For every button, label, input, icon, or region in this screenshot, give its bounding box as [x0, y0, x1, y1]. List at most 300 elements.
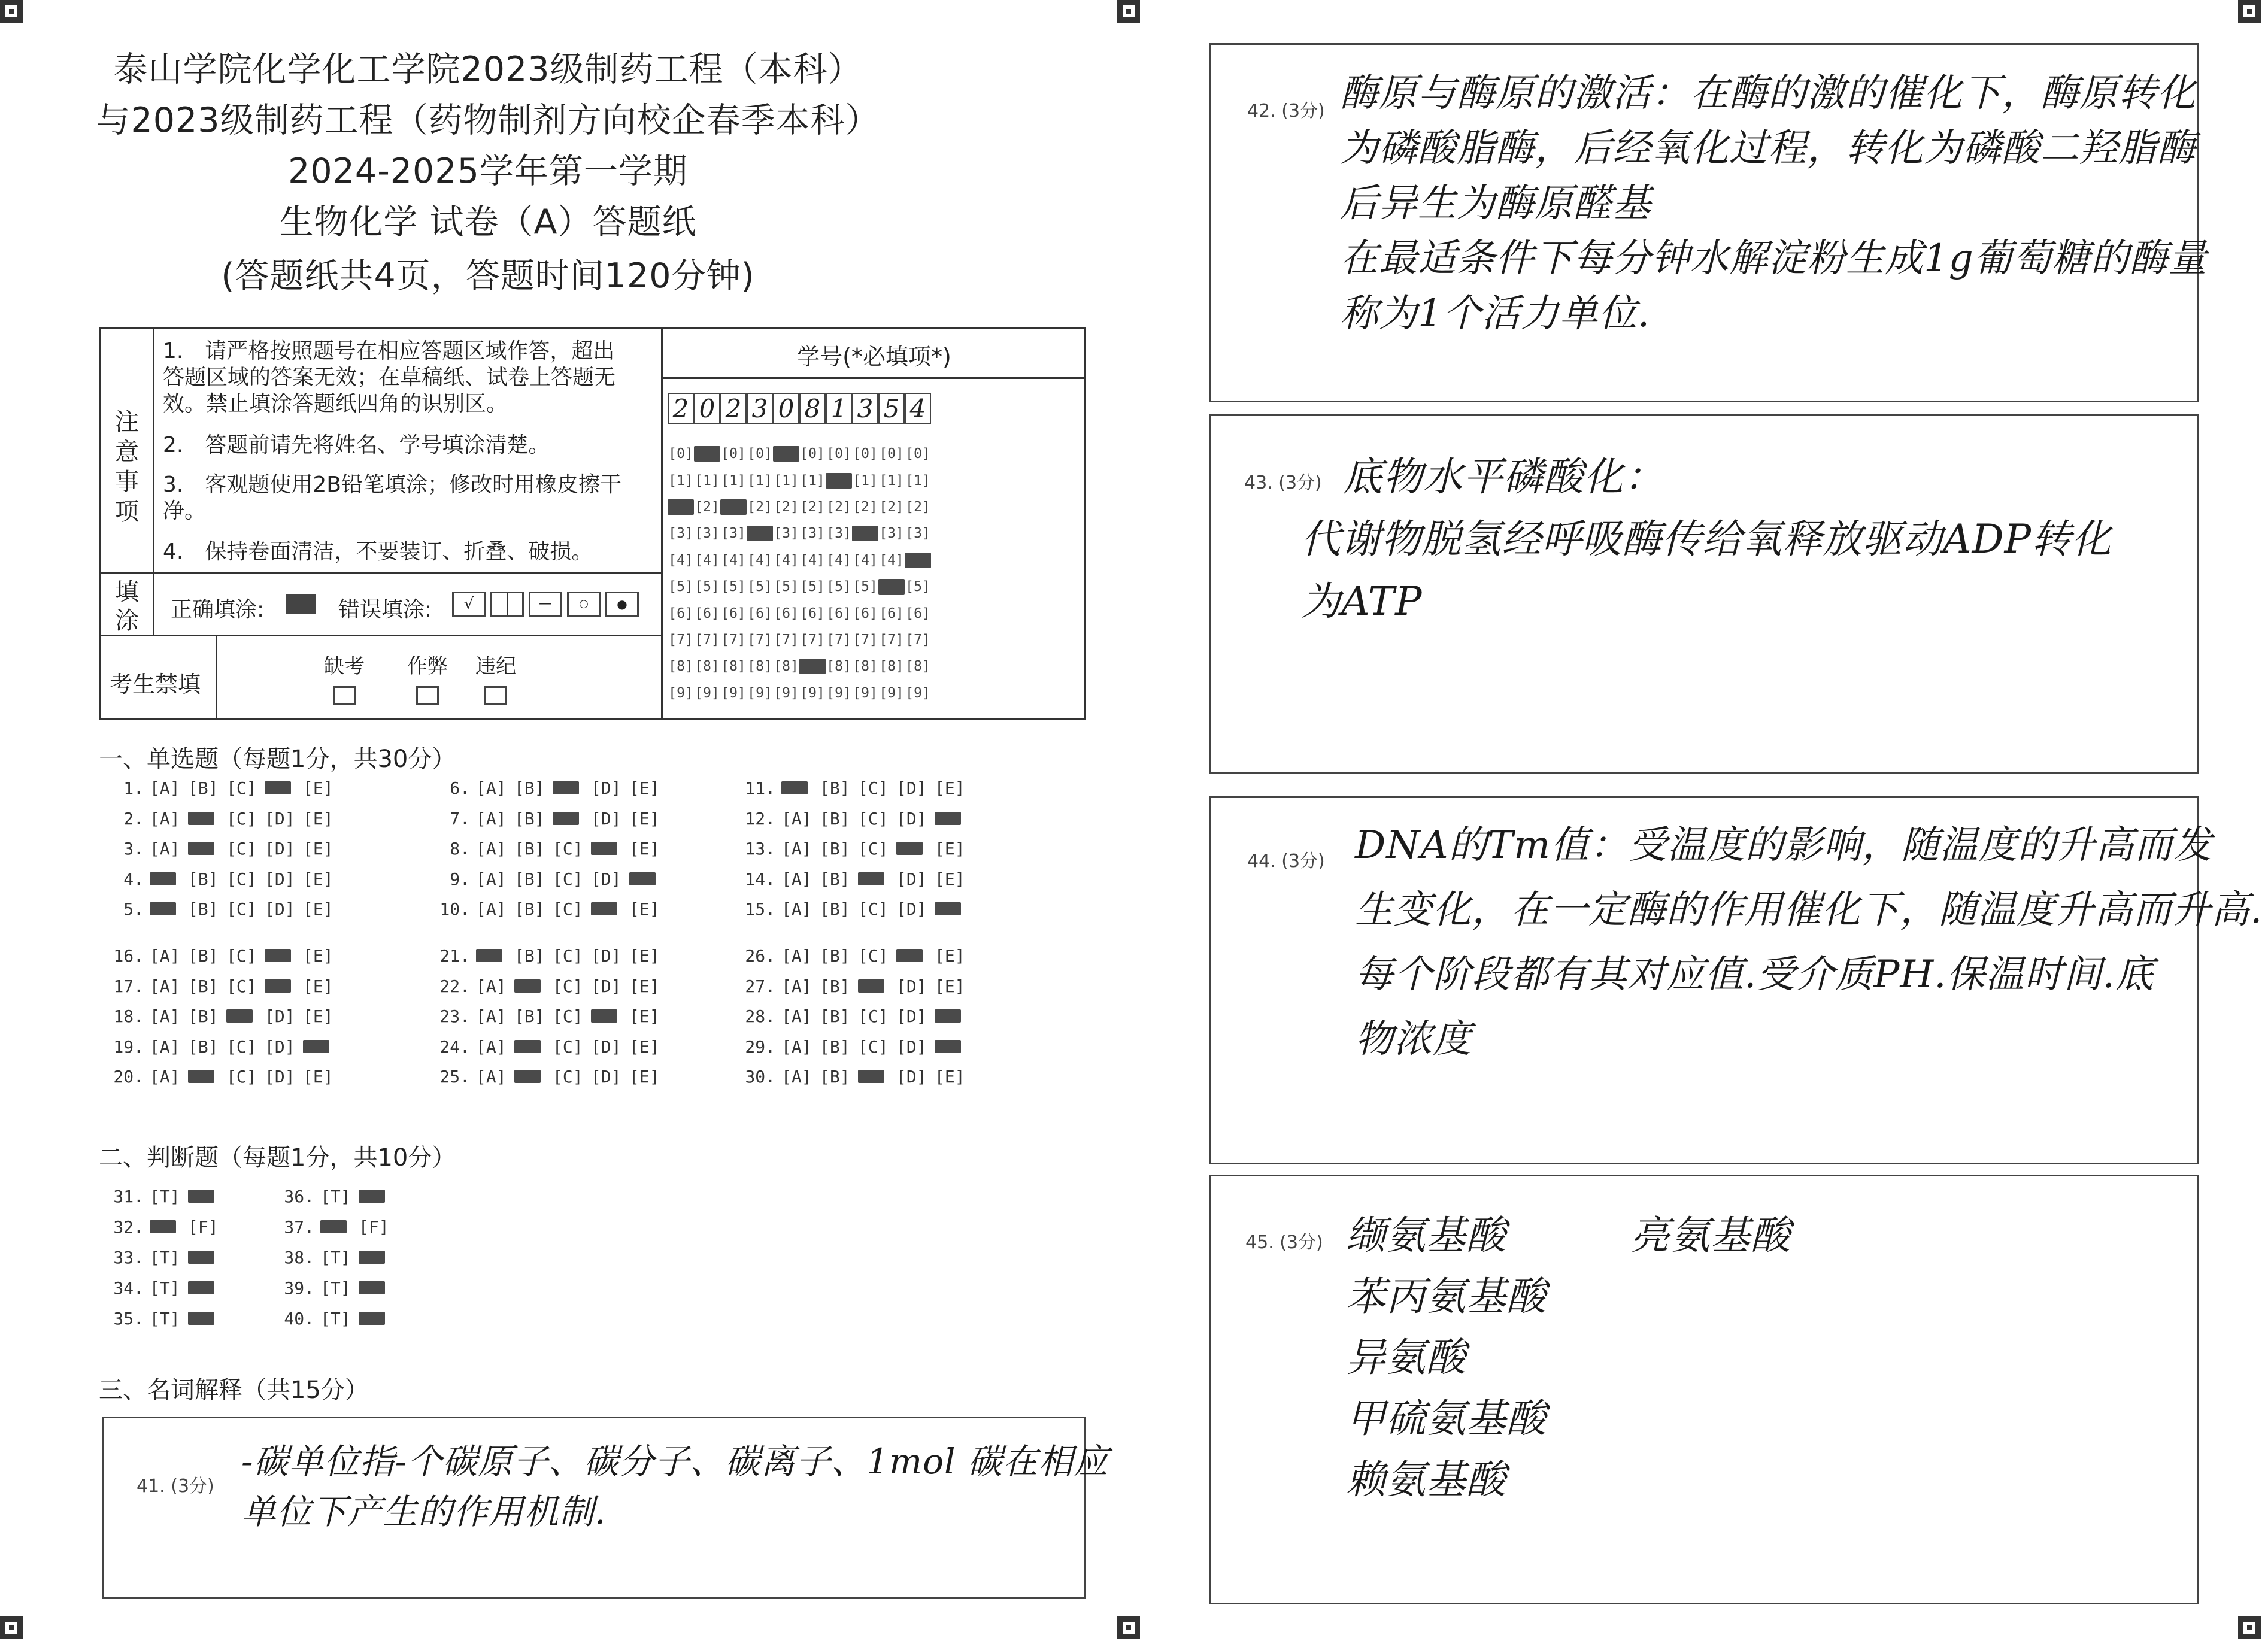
single-choice-grid[interactable]	[108, 778, 1042, 1114]
student-id-bubble[interactable]: [1]	[668, 472, 693, 489]
choice-option[interactable]: [E]	[629, 899, 660, 919]
choice-question[interactable]	[108, 946, 341, 966]
choice-question[interactable]	[739, 869, 973, 890]
judge-question[interactable]	[278, 1248, 397, 1268]
student-id-bubble[interactable]	[852, 526, 878, 541]
choice-option[interactable]: [E]	[303, 899, 333, 919]
choice-option[interactable]	[150, 869, 188, 890]
student-id-bubble[interactable]: [7]	[800, 632, 825, 648]
student-id-bubble[interactable]: [4]	[695, 552, 720, 568]
choice-question[interactable]	[739, 1037, 973, 1057]
student-id-bubble[interactable]: [2]	[879, 499, 904, 515]
choice-option[interactable]: [E]	[629, 1006, 660, 1026]
student-id-bubble[interactable]: [9]	[905, 685, 930, 701]
student-id-bubble[interactable]: [8]	[668, 659, 693, 675]
choice-option[interactable]	[935, 1006, 973, 1027]
choice-option[interactable]: [A]	[781, 946, 812, 966]
student-id-bubble[interactable]: [0]	[879, 446, 904, 462]
student-id-bubble[interactable]: [3]	[826, 526, 851, 542]
judge-question[interactable]	[108, 1309, 226, 1329]
judge-option[interactable]	[150, 1217, 188, 1238]
choice-option[interactable]: [E]	[303, 1006, 333, 1026]
student-id-bubble[interactable]: [8]	[695, 659, 720, 675]
answer-box-44[interactable]	[1209, 796, 2263, 1164]
choice-option[interactable]	[514, 1037, 553, 1057]
choice-question[interactable]	[108, 1067, 341, 1087]
choice-option[interactable]: [E]	[935, 946, 965, 966]
choice-option[interactable]	[226, 1006, 265, 1027]
choice-question[interactable]	[108, 839, 341, 859]
student-id-bubble[interactable]: [1]	[853, 472, 878, 489]
student-id-bubble[interactable]: [0]	[853, 446, 878, 462]
choice-option[interactable]: [C]	[858, 839, 889, 859]
choice-option[interactable]: [A]	[150, 1006, 180, 1026]
choice-option[interactable]	[514, 976, 553, 997]
choice-option[interactable]: [A]	[476, 1006, 507, 1026]
choice-option[interactable]: [B]	[188, 1037, 219, 1057]
choice-option[interactable]: [B]	[514, 946, 545, 966]
judge-option[interactable]	[188, 1309, 226, 1329]
choice-option[interactable]	[781, 778, 820, 799]
student-id-bubble[interactable]: [0]	[800, 446, 825, 462]
student-id-bubble[interactable]: [2]	[747, 499, 772, 515]
choice-question[interactable]	[434, 976, 668, 997]
choice-option[interactable]: [C]	[226, 869, 257, 889]
student-id-bubble[interactable]: [0]	[826, 446, 851, 462]
student-id-bubble[interactable]: [3]	[800, 526, 825, 542]
student-id-bubble[interactable]: [2]	[774, 499, 799, 515]
student-id-bubble[interactable]: [2]	[853, 499, 878, 515]
choice-option[interactable]: [D]	[896, 869, 927, 889]
choice-option[interactable]: [E]	[935, 976, 965, 996]
student-id-bubble[interactable]: [0]	[905, 446, 930, 462]
choice-option[interactable]: [B]	[820, 976, 850, 996]
student-id-bubble[interactable]: [1]	[800, 472, 825, 489]
choice-option[interactable]: [E]	[935, 778, 965, 798]
exam-status-cheating[interactable]: 作弊	[404, 650, 451, 711]
student-id-bubble[interactable]: [4]	[774, 552, 799, 568]
choice-option[interactable]: [A]	[150, 946, 180, 966]
choice-question[interactable]	[739, 778, 973, 799]
judge-option[interactable]	[320, 1217, 359, 1238]
choice-option[interactable]: [C]	[226, 976, 257, 996]
choice-question[interactable]	[108, 778, 341, 799]
choice-option[interactable]	[553, 809, 591, 829]
choice-option[interactable]: [B]	[188, 946, 219, 966]
student-id-bubble[interactable]: [7]	[774, 632, 799, 648]
choice-question[interactable]	[108, 1037, 341, 1057]
student-id-bubble[interactable]: [8]	[879, 659, 904, 675]
choice-question[interactable]	[739, 946, 973, 966]
student-id-bubble[interactable]: [6]	[853, 605, 878, 621]
choice-option[interactable]	[591, 1006, 629, 1027]
choice-option[interactable]: [D]	[265, 1037, 295, 1057]
student-id-bubble[interactable]: [3]	[721, 526, 746, 542]
choice-option[interactable]: [B]	[188, 778, 219, 798]
student-id-bubble[interactable]: [9]	[774, 685, 799, 701]
true-false-grid[interactable]	[108, 1187, 467, 1342]
choice-option[interactable]	[265, 976, 303, 997]
student-id-bubble[interactable]: [5]	[800, 579, 825, 595]
choice-option[interactable]: [E]	[629, 809, 660, 829]
student-id-bubble[interactable]: [7]	[905, 632, 930, 648]
choice-option[interactable]: [A]	[150, 1067, 180, 1087]
student-id-bubble[interactable]: [8]	[721, 659, 746, 675]
judge-option[interactable]: [T]	[150, 1248, 180, 1267]
choice-option[interactable]: [E]	[629, 946, 660, 966]
choice-option[interactable]	[591, 899, 629, 920]
student-id-bubble[interactable]: [3]	[879, 526, 904, 542]
student-id-bubble[interactable]: [7]	[826, 632, 851, 648]
choice-option[interactable]: [C]	[553, 976, 583, 996]
judge-question[interactable]	[278, 1278, 397, 1299]
choice-option[interactable]: [C]	[858, 778, 889, 798]
student-id-bubble[interactable]: [6]	[905, 605, 930, 621]
judge-option[interactable]: [F]	[359, 1217, 389, 1237]
choice-option[interactable]: [E]	[303, 778, 333, 798]
choice-option[interactable]: [B]	[514, 899, 545, 919]
choice-option[interactable]	[935, 899, 973, 920]
choice-option[interactable]: [C]	[858, 1006, 889, 1026]
student-id-bubble[interactable]: [5]	[853, 579, 878, 595]
student-id-bubble[interactable]: [6]	[879, 605, 904, 621]
choice-question[interactable]	[108, 809, 341, 829]
student-id-bubble[interactable]: [8]	[826, 659, 851, 675]
student-id-bubble[interactable]	[878, 579, 905, 595]
choice-option[interactable]: [A]	[476, 1037, 507, 1057]
choice-question[interactable]	[434, 778, 668, 799]
choice-option[interactable]: [B]	[188, 976, 219, 996]
student-id-bubble[interactable]: [6]	[668, 605, 693, 621]
choice-option[interactable]: [A]	[476, 869, 507, 889]
choice-option[interactable]	[265, 778, 303, 799]
choice-question[interactable]	[434, 1037, 668, 1057]
choice-question[interactable]	[434, 839, 668, 859]
student-id-bubble[interactable]	[720, 499, 747, 515]
student-id-bubble[interactable]: [2]	[800, 499, 825, 515]
choice-option[interactable]: [E]	[303, 809, 333, 829]
choice-option[interactable]: [C]	[553, 1006, 583, 1026]
choice-option[interactable]: [B]	[188, 899, 219, 919]
choice-option[interactable]: [C]	[553, 946, 583, 966]
student-id-bubble[interactable]: [5]	[905, 579, 930, 595]
choice-question[interactable]	[434, 1006, 668, 1027]
choice-option[interactable]: [D]	[265, 1067, 295, 1087]
student-id-bubble[interactable]: [3]	[774, 526, 799, 542]
judge-question[interactable]	[108, 1187, 226, 1207]
choice-question[interactable]	[108, 976, 341, 997]
choice-question[interactable]	[739, 1006, 973, 1027]
choice-option[interactable]: [D]	[591, 946, 621, 966]
choice-option[interactable]: [A]	[150, 809, 180, 829]
student-id-bubble[interactable]: [9]	[853, 685, 878, 701]
choice-option[interactable]: [D]	[896, 1037, 927, 1057]
judge-option[interactable]: [T]	[150, 1187, 180, 1206]
choice-option[interactable]: [D]	[896, 1006, 927, 1026]
choice-option[interactable]: [A]	[476, 809, 507, 829]
student-id-bubble[interactable]	[668, 499, 694, 515]
judge-question[interactable]	[278, 1309, 397, 1329]
student-id-bubble[interactable]: [5]	[668, 579, 693, 595]
student-id-bubble[interactable]: [5]	[721, 579, 746, 595]
student-id-bubble[interactable]: [3]	[668, 526, 693, 542]
choice-option[interactable]: [A]	[781, 1067, 812, 1087]
judge-option[interactable]	[359, 1248, 397, 1268]
choice-question[interactable]	[434, 869, 668, 890]
student-id-bubble[interactable]: [9]	[800, 685, 825, 701]
choice-option[interactable]	[896, 946, 935, 966]
choice-question[interactable]	[739, 976, 973, 997]
student-id-bubble[interactable]: [4]	[826, 552, 851, 568]
choice-option[interactable]: [D]	[265, 1006, 295, 1026]
choice-option[interactable]: [C]	[226, 839, 257, 859]
choice-option[interactable]: [E]	[303, 869, 333, 889]
student-id-bubble[interactable]: [9]	[668, 685, 693, 701]
choice-option[interactable]: [E]	[629, 778, 660, 798]
student-id-bubble[interactable]: [4]	[668, 552, 693, 568]
choice-option[interactable]: [B]	[514, 778, 545, 798]
choice-question[interactable]	[108, 899, 341, 920]
choice-question[interactable]	[434, 946, 668, 966]
judge-option[interactable]: [T]	[320, 1248, 351, 1267]
choice-option[interactable]: [B]	[820, 869, 850, 889]
choice-option[interactable]: [B]	[820, 839, 850, 859]
judge-option[interactable]: [T]	[150, 1309, 180, 1329]
choice-option[interactable]	[858, 869, 896, 890]
judge-option[interactable]: [F]	[188, 1217, 219, 1237]
student-id-bubble[interactable]: [9]	[826, 685, 851, 701]
choice-option[interactable]	[858, 976, 896, 997]
choice-question[interactable]	[434, 899, 668, 920]
student-id-bubble[interactable]: [4]	[853, 552, 878, 568]
choice-option[interactable]: [E]	[303, 976, 333, 996]
student-id-bubble[interactable]	[826, 473, 852, 489]
choice-option[interactable]: [A]	[781, 899, 812, 919]
choice-option[interactable]: [D]	[591, 809, 621, 829]
choice-option[interactable]: [C]	[553, 1037, 583, 1057]
choice-option[interactable]: [A]	[781, 869, 812, 889]
choice-option[interactable]: [B]	[820, 899, 850, 919]
answer-box-41[interactable]	[102, 1417, 1109, 1599]
choice-option[interactable]: [A]	[476, 778, 507, 798]
student-id-bubble[interactable]: [9]	[721, 685, 746, 701]
student-id-bubble[interactable]: [1]	[695, 472, 720, 489]
student-id-bubble[interactable]: [8]	[905, 659, 930, 675]
choice-question[interactable]	[108, 1006, 341, 1027]
answer-box-45[interactable]	[1209, 1175, 2199, 1604]
choice-option[interactable]: [B]	[514, 839, 545, 859]
choice-option[interactable]: [B]	[514, 809, 545, 829]
choice-option[interactable]	[591, 839, 629, 859]
choice-option[interactable]: [E]	[629, 1067, 660, 1087]
choice-option[interactable]: [D]	[896, 1067, 927, 1087]
choice-option[interactable]: [A]	[150, 778, 180, 798]
judge-option[interactable]	[188, 1187, 226, 1207]
student-id-bubble[interactable]: [7]	[668, 632, 693, 648]
judge-option[interactable]: [T]	[150, 1278, 180, 1298]
student-id-bubble[interactable]: [1]	[721, 472, 746, 489]
choice-option[interactable]: [D]	[591, 1067, 621, 1087]
judge-option[interactable]	[359, 1187, 397, 1207]
choice-option[interactable]: [A]	[476, 976, 507, 996]
choice-option[interactable]	[935, 1037, 973, 1057]
choice-option[interactable]: [D]	[896, 778, 927, 798]
choice-option[interactable]: [C]	[553, 899, 583, 919]
exam-status-violation[interactable]: 违纪	[472, 650, 520, 711]
choice-option[interactable]: [A]	[150, 976, 180, 996]
judge-question[interactable]	[278, 1187, 397, 1207]
choice-option[interactable]: [E]	[303, 839, 333, 859]
choice-option[interactable]	[514, 1067, 553, 1087]
choice-question[interactable]	[739, 809, 973, 829]
choice-option[interactable]: [B]	[820, 1067, 850, 1087]
choice-option[interactable]	[188, 809, 226, 829]
choice-option[interactable]: [D]	[896, 899, 927, 919]
choice-option[interactable]: [C]	[226, 1037, 257, 1057]
choice-option[interactable]: [D]	[591, 869, 621, 889]
judge-option[interactable]: [T]	[320, 1278, 351, 1298]
student-id-bubble[interactable]: [6]	[774, 605, 799, 621]
choice-option[interactable]: [A]	[476, 839, 507, 859]
choice-question[interactable]	[739, 1067, 973, 1087]
choice-option[interactable]: [A]	[781, 1037, 812, 1057]
choice-option[interactable]: [D]	[265, 809, 295, 829]
choice-option[interactable]	[858, 1067, 896, 1087]
choice-option[interactable]: [A]	[781, 976, 812, 996]
student-id-bubble[interactable]: [5]	[695, 579, 720, 595]
choice-option[interactable]: [E]	[629, 839, 660, 859]
student-id-bubble[interactable]: [7]	[695, 632, 720, 648]
student-id-bubble[interactable]: [6]	[826, 605, 851, 621]
choice-option[interactable]: [A]	[476, 899, 507, 919]
choice-option[interactable]: [D]	[591, 1037, 621, 1057]
choice-option[interactable]: [C]	[858, 1037, 889, 1057]
choice-option[interactable]: [A]	[150, 839, 180, 859]
choice-option[interactable]: [D]	[265, 869, 295, 889]
choice-option[interactable]	[265, 946, 303, 966]
student-id-bubble[interactable]: [7]	[853, 632, 878, 648]
choice-option[interactable]: [B]	[820, 778, 850, 798]
student-id-bubble[interactable]: [1]	[905, 472, 930, 489]
judge-option[interactable]: [T]	[320, 1309, 351, 1329]
student-id-bubble[interactable]: [2]	[905, 499, 930, 515]
choice-option[interactable]: [E]	[935, 839, 965, 859]
student-id-bubble[interactable]: [5]	[747, 579, 772, 595]
student-id-bubble[interactable]: [1]	[747, 472, 772, 489]
choice-option[interactable]: [E]	[935, 869, 965, 889]
exam-status-absent[interactable]: 缺考	[320, 650, 368, 711]
student-id-bubble[interactable]: [8]	[853, 659, 878, 675]
choice-option[interactable]: [B]	[514, 1006, 545, 1026]
choice-option[interactable]: [A]	[781, 839, 812, 859]
choice-option[interactable]	[629, 869, 668, 890]
student-id-bubble[interactable]: [0]	[668, 446, 693, 462]
student-id-bubble[interactable]: [3]	[695, 526, 720, 542]
choice-option[interactable]: [B]	[820, 1006, 850, 1026]
student-id-bubble[interactable]: [1]	[774, 472, 799, 489]
student-id-bubble[interactable]: [9]	[747, 685, 772, 701]
choice-option[interactable]: [A]	[781, 809, 812, 829]
student-id-bubble[interactable]: [6]	[747, 605, 772, 621]
choice-option[interactable]: [C]	[553, 869, 583, 889]
student-id-bubble[interactable]: [4]	[747, 552, 772, 568]
student-id-bubble[interactable]: [3]	[905, 526, 930, 542]
judge-question[interactable]	[108, 1248, 226, 1268]
student-id-bubble[interactable]	[694, 446, 720, 462]
student-id-bubble[interactable]: [9]	[695, 685, 720, 701]
student-id-bubble[interactable]	[799, 659, 826, 674]
student-id-bubble[interactable]: [6]	[800, 605, 825, 621]
choice-option[interactable]: [E]	[303, 1067, 333, 1087]
choice-option[interactable]: [C]	[226, 809, 257, 829]
choice-option[interactable]: [C]	[226, 899, 257, 919]
student-id-bubble[interactable]	[747, 526, 773, 541]
choice-option[interactable]: [B]	[188, 869, 219, 889]
choice-option[interactable]: [B]	[820, 809, 850, 829]
choice-option[interactable]: [E]	[303, 946, 333, 966]
choice-option[interactable]: [E]	[629, 976, 660, 996]
student-id-bubble[interactable]: [4]	[800, 552, 825, 568]
judge-question[interactable]	[108, 1217, 226, 1238]
choice-option[interactable]: [B]	[188, 1006, 219, 1026]
judge-option[interactable]: [T]	[320, 1187, 351, 1206]
choice-option[interactable]: [A]	[781, 1006, 812, 1026]
judge-question[interactable]	[278, 1217, 397, 1238]
answer-box-43[interactable]	[1209, 414, 2199, 774]
choice-option[interactable]: [C]	[858, 809, 889, 829]
choice-option[interactable]: [A]	[476, 1067, 507, 1087]
student-id-bubble[interactable]	[773, 446, 799, 462]
choice-option[interactable]	[553, 778, 591, 799]
judge-option[interactable]	[359, 1309, 397, 1329]
choice-option[interactable]	[896, 839, 935, 859]
choice-option[interactable]: [D]	[896, 809, 927, 829]
choice-option[interactable]: [D]	[265, 839, 295, 859]
choice-option[interactable]: [E]	[935, 1067, 965, 1087]
choice-question[interactable]	[739, 839, 973, 859]
choice-option[interactable]: [B]	[514, 869, 545, 889]
choice-question[interactable]	[434, 1067, 668, 1087]
student-id-bubble[interactable]: [7]	[721, 632, 746, 648]
choice-option[interactable]: [D]	[265, 899, 295, 919]
choice-question[interactable]	[434, 809, 668, 829]
choice-option[interactable]	[476, 946, 514, 966]
student-id-bubble[interactable]: [1]	[879, 472, 904, 489]
choice-question[interactable]	[739, 899, 973, 920]
judge-option[interactable]	[188, 1248, 226, 1268]
choice-option[interactable]	[188, 839, 226, 859]
student-id-bubble[interactable]: [5]	[774, 579, 799, 595]
choice-option[interactable]	[188, 1067, 226, 1087]
student-id-bubble[interactable]: [8]	[774, 659, 799, 675]
choice-option[interactable]: [C]	[226, 1067, 257, 1087]
student-id-bubble[interactable]: [5]	[826, 579, 851, 595]
choice-option[interactable]: [C]	[858, 946, 889, 966]
choice-option[interactable]: [C]	[553, 839, 583, 859]
student-id-bubble[interactable]: [0]	[747, 446, 772, 462]
student-id-bubble[interactable]: [7]	[879, 632, 904, 648]
judge-option[interactable]	[359, 1278, 397, 1299]
student-id-bubble[interactable]: [6]	[695, 605, 720, 621]
student-id-bubble[interactable]: [6]	[721, 605, 746, 621]
student-id-bubble[interactable]	[905, 553, 931, 568]
choice-option[interactable]: [C]	[858, 899, 889, 919]
choice-option[interactable]: [D]	[591, 778, 621, 798]
student-id-bubble[interactable]: [7]	[747, 632, 772, 648]
student-id-bubble[interactable]: [9]	[879, 685, 904, 701]
student-id-bubble-grid[interactable]	[668, 441, 931, 706]
choice-question[interactable]	[108, 869, 341, 890]
